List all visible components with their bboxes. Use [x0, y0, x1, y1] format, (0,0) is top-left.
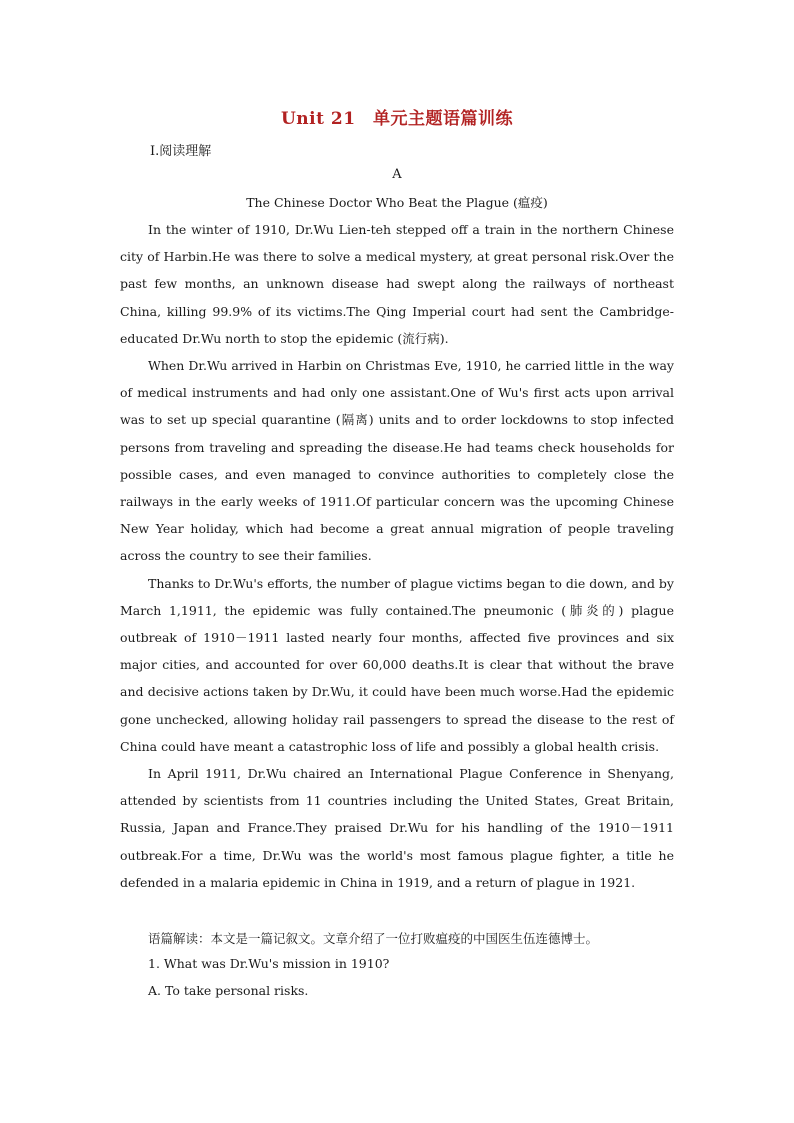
section-heading: Ⅰ.阅读理解	[150, 144, 212, 159]
passage-letter: A	[392, 167, 402, 182]
paragraph-3: Thanks to Dr.Wu's efforts, the number of plague victims began to die down, and by March 1,1911, the epidemic was fully contained.The pneumonic (肺炎的) plague outbreak of 1910－1911 lasted nearly four months, affected five provinces and six major cities, and accounted for over 60,000 deaths.It is clear that without the brave and decisive actions taken by Dr.Wu, it could have been much worse.Had the epidemic gone unchecked, allowing holiday rail passengers to spread the disease to the rest of China could have meant a catastrophic loss of life and possibly a global health crisis.	[120, 575, 674, 754]
paragraph-4: In April 1911, Dr.Wu chaired an International Plague Conference in Shenyang, attended by scientists from 11 countries including the United States, Great Britain, Russia, Japan and France.They praised Dr.Wu for his handling of the 1910－1911 outbreak.For a time, Dr.Wu was the world's most famous plague fighter, a title he defended in a malaria epidemic in China in 1919, and a return of plague in 1921.	[120, 766, 674, 890]
paragraph-1: In the winter of 1910, Dr.Wu Lien-teh stepped off a train in the northern Chinese city of Harbin.He was there to solve a medical mystery, at great personal risk.Over the past few months, an unknown disease had swept along the railways of northeast China, killing 99.9% of its victims.The Qing Imperial court had sent the Cambridge-educated Dr.Wu north to stop the epidemic (流行病).	[120, 222, 674, 346]
passage-body	[120, 216, 674, 896]
question-stem: 1. What was Dr.Wu's mission in 1910?	[148, 956, 390, 971]
option-a: A. To take personal risks.	[148, 983, 309, 998]
paragraph-2: When Dr.Wu arrived in Harbin on Christmas Eve, 1910, he carried little in the way of medical instruments and had only one assistant.One of Wu's first acts upon arrival was to set up special quarantine (隔离) units and to order lockdowns to stop infected persons from traveling and spreading the disease.He had teams check households for possible cases, and even managed to convince authorities to completely close the railways in the early weeks of 1911.Of particular concern was the upcoming Chinese New Year holiday, which had become a great annual migration of people traveling across the country to see their families.	[120, 358, 674, 564]
unit-title: Unit 21 单元主题语篇训练	[280, 109, 514, 129]
passage-analysis: 语篇解读：本文是一篇记叙文。文章介绍了一位打败瘟疫的中国医生伍连德博士。	[148, 931, 599, 946]
passage-title: The Chinese Doctor Who Beat the Plague (瘟疫)	[246, 195, 548, 210]
